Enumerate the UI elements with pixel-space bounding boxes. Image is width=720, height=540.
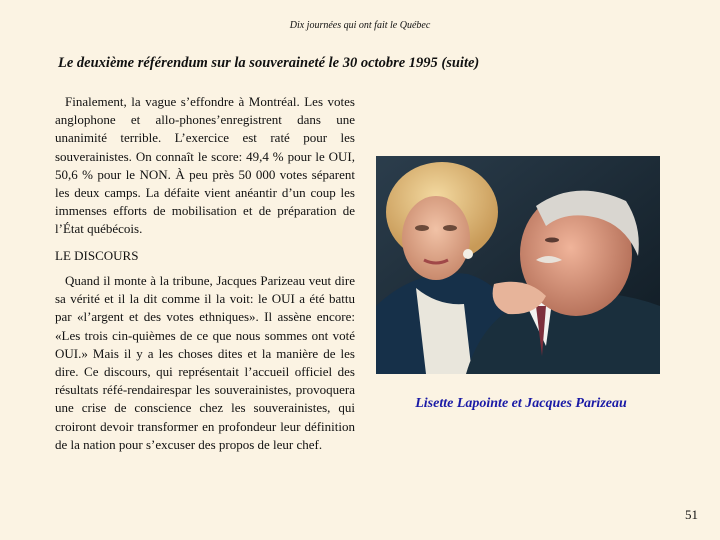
photo-illustration [376, 156, 660, 374]
photo-lapointe-parizeau [376, 156, 660, 374]
page-number: 51 [685, 507, 698, 522]
paragraph-intro: Finalement, la vague s’effondre à Montréal. Les votes anglophone et allo-phones’enregistrent dans une unanimité terrible. L’exercice est raté pour les souverainistes. On connaît le score: 49,4 % pour le OUI, 50,6 % pour le NON. À peu près 50 000 votes séparent les deux camps. La défaite vient anéantir d’un coup les immenses efforts de mobilisation et de préparation de l’État québécois. [55, 94, 355, 237]
page-title: Le deuxième référendum sur la souveraineté le 30 octobre 1995 (suite) [58, 55, 480, 71]
section-heading: LE DISCOURS [55, 248, 139, 263]
paragraph-discours: Quand il monte à la tribune, Jacques Parizeau veut dire sa vérité et il la dit comme il la voit: le OUI a été battu par «l’argent et des votes ethniques». Il assène encore: «Les trois cin-quièmes de ce que nous sommes ont voté OUI.» Mais il y a les choses dites et la manière de les dire. Ce discours, qui représentait l’accueil officiel des résultats réfé-rendairespar les souverainistes, provoquera une crise de conscience chez les souverainistes, qui croiront devoir transformer en profondeur leur définition de la nation pour s’excuser des propos de leur chef. [55, 273, 355, 452]
running-header: Dix journées qui ont fait le Québec [289, 20, 431, 31]
photo-caption: Lisette Lapointe et Jacques Parizeau [415, 396, 627, 411]
